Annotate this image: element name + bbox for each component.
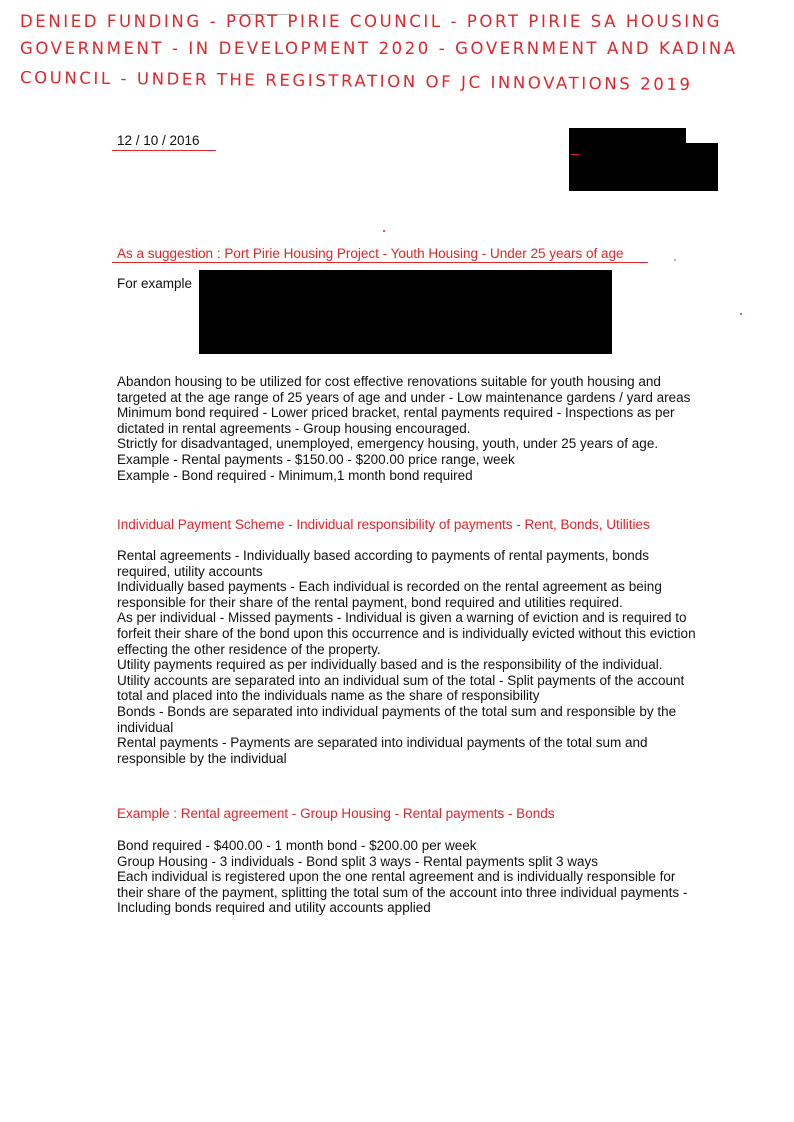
paragraph-line: Bonds - Bonds are separated into individual payments of the total sum and responsible by the [117,703,677,719]
paragraph-line: effecting the other residence of the property. [117,641,381,657]
paragraph-line: required, utility accounts [117,563,263,579]
paragraph-line: targeted at the age range of 25 years of age and under - Low maintenance gardens / yard areas [117,389,691,405]
paragraph-line: Utility accounts are separated into an individual sum of the total - Split payments of the account [117,672,685,688]
redaction-block-header [569,143,718,191]
paragraph-line: Example - Rental payments - $150.00 - $200.00 price range, week [117,451,515,467]
document-date: 12 / 10 / 2016 [117,133,200,148]
paragraph-line: dictated in rental agreements - Group housing encouraged. [117,420,471,436]
heading-underline [112,262,648,263]
rental-example-paragraph [117,838,717,916]
paragraph-line: Rental payments - Payments are separated into individual payments of the total sum and [117,735,648,751]
redaction-block-header-top [569,128,686,144]
youth-housing-paragraph [117,374,717,483]
paragraph-line: Including bonds required and utility accounts applied [117,900,431,916]
handwritten-note-line-2: GOVERNMENT - IN DEVELOPMENT 2020 - GOVERNMENT AND KADINA [20,39,738,58]
red-pen-mark [571,154,579,155]
paragraph-line: Example - Bond required - Minimum,1 month bond required [117,467,473,483]
paragraph-line: Bond required - $400.00 - 1 month bond - $200.00 per week [117,838,477,853]
scan-speck [674,259,676,261]
paragraph-line: responsible by the individual [117,750,287,766]
paragraph-line: Individually based payments - Each individual is recorded on the rental agreement as being [117,579,662,595]
paragraph-line: individual [117,719,174,735]
redaction-block-example [199,270,612,354]
paragraph-line: Each individual is registered upon the one rental agreement and is individually responsible for [117,869,676,885]
paragraph-line: Abandon housing to be utilized for cost effective renovations suitable for youth housing and [117,374,661,389]
paragraph-line: As per individual - Missed payments - Individual is given a warning of eviction and is required to [117,610,687,626]
paragraph-line: Minimum bond required - Lower priced bracket, rental payments required - Inspections as per [117,405,675,421]
for-example-label: For example [117,276,193,291]
paragraph-line: responsible for their share of the rental payment, bond required and utilities required. [117,594,623,610]
paragraph-line: Rental agreements - Individually based according to payments of rental payments, bonds [117,548,650,563]
handwritten-note-line-3: COUNCIL - UNDER THE REGISTRATION OF JC INNOVATIONS 2019 [19,68,693,95]
payment-scheme-paragraph [117,548,717,766]
paragraph-line: Utility payments required as per individually based and is the responsibility of the individual. [117,657,663,673]
paragraph-line: their share of the payment, splitting the total sum of the account into three individual payments - [117,884,688,900]
section-heading-payment-scheme: Individual Payment Scheme - Individual responsibility of payments - Rent, Bonds, Utilities [117,517,650,532]
handwritten-note-line-1: DENIED FUNDING - PORT PIRIE COUNCIL - PORT PIRIE SA HOUSING [20,12,723,31]
paragraph-line: Strictly for disadvantaged, unemployed, emergency housing, youth, under 25 years of age. [117,436,659,452]
section-heading-rental-example: Example : Rental agreement - Group Housing - Rental payments - Bonds [117,806,555,821]
paragraph-line: total and placed into the individuals name as the share of responsibility [117,688,540,704]
date-underline [112,150,216,151]
paragraph-line: Group Housing - 3 individuals - Bond split 3 ways - Rental payments split 3 ways [117,853,598,869]
section-heading-youth-housing: As a suggestion : Port Pirie Housing Project - Youth Housing - Under 25 years of age [117,246,624,261]
paragraph-line: forfeit their share of the bond upon this occurrence and is individually evicted without this eviction [117,625,696,641]
red-pen-dot [740,313,742,315]
red-pen-dot [383,230,385,232]
